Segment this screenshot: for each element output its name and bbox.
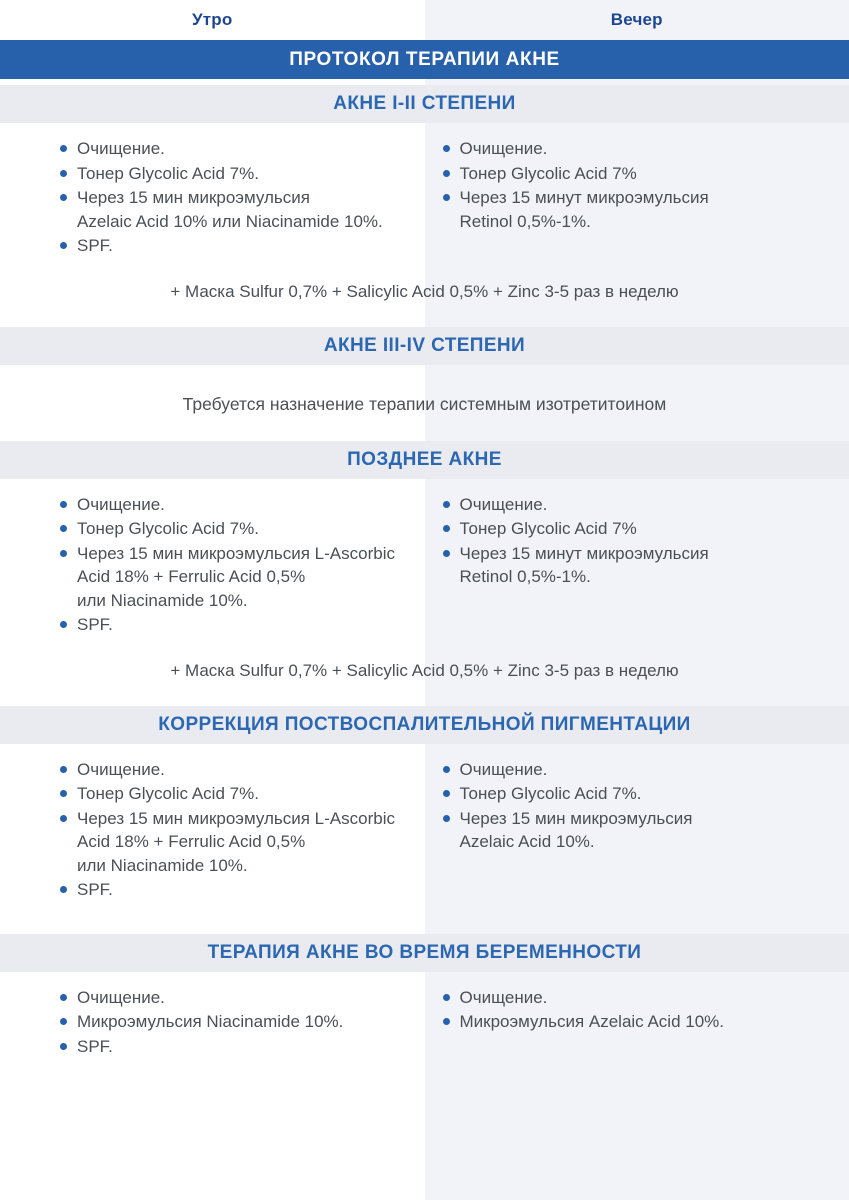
- list-item: Очищение.: [443, 493, 826, 517]
- list-item: SPF.: [60, 1035, 401, 1059]
- section-body: [0, 123, 849, 265]
- protocol-section: [0, 441, 849, 681]
- list-item: Тонер Glycolic Acid 7%: [443, 517, 826, 541]
- sections: [0, 85, 849, 1065]
- regimen-list-morning: [60, 758, 401, 902]
- section-heading: КОРРЕКЦИЯ ПОСТВОСПАЛИТЕЛЬНОЙ ПИГМЕНТАЦИИ: [0, 706, 849, 744]
- column-header-morning: Утро: [192, 10, 233, 29]
- list-item: Тонер Glycolic Acid 7%.: [60, 162, 401, 186]
- list-item: Очищение.: [60, 986, 401, 1010]
- list-item: Очищение.: [60, 137, 401, 161]
- regimen-list-evening: [443, 758, 826, 854]
- protocol-section: [0, 706, 849, 909]
- protocol-section: [0, 85, 849, 302]
- list-item: Микроэмульсия Azelaic Acid 10%.: [443, 1010, 826, 1034]
- list-item: SPF.: [60, 613, 401, 637]
- column-header-evening: Вечер: [610, 10, 663, 29]
- section-heading: АКНЕ III-IV СТЕПЕНИ: [0, 327, 849, 365]
- morning-column: [0, 123, 425, 265]
- regimen-list-evening: [443, 137, 826, 233]
- list-item: Через 15 мин микроэмульсия L-Ascorbic Acid 18% + Ferrulic Acid 0,5% или Niacinamide 10%.: [60, 807, 401, 878]
- evening-column: [425, 972, 849, 1066]
- morning-column: [0, 744, 425, 909]
- list-item: Через 15 мин микроэмульсия L-Ascorbic Acid 18% + Ferrulic Acid 0,5% или Niacinamide 10%.: [60, 542, 401, 613]
- list-item: SPF.: [60, 878, 401, 902]
- regimen-list-morning: [60, 493, 401, 637]
- evening-column: [425, 123, 849, 265]
- list-item: Очищение.: [443, 758, 826, 782]
- list-item: Тонер Glycolic Acid 7%.: [60, 517, 401, 541]
- list-item: Через 15 минут микроэмульсия Retinol 0,5%-1%.: [443, 186, 826, 233]
- time-of-day-header-row: [0, 0, 849, 40]
- evening-column: [425, 744, 849, 909]
- section-full-width-text: Требуется назначение терапии системным изотретитоином: [182, 393, 667, 414]
- section-body: [0, 972, 849, 1066]
- list-item: Тонер Glycolic Acid 7%: [443, 162, 826, 186]
- list-item: Очищение.: [443, 986, 826, 1010]
- section-body: [0, 744, 849, 909]
- page-title: ПРОТОКОЛ ТЕРАПИИ АКНЕ: [0, 40, 849, 79]
- morning-column: [0, 972, 425, 1066]
- list-item: Через 15 мин микроэмульсия Azelaic Acid 10%.: [443, 807, 826, 854]
- list-item: Очищение.: [60, 758, 401, 782]
- list-item: Через 15 минут микроэмульсия Retinol 0,5%-1%.: [443, 542, 826, 589]
- list-item: Тонер Glycolic Acid 7%.: [60, 782, 401, 806]
- section-heading: ТЕРАПИЯ АКНЕ ВО ВРЕМЯ БЕРЕМЕННОСТИ: [0, 934, 849, 972]
- list-item: Микроэмульсия Niacinamide 10%.: [60, 1010, 401, 1034]
- list-item: Через 15 мин микроэмульсия Azelaic Acid 10% или Niacinamide 10%.: [60, 186, 401, 233]
- regimen-list-morning: [60, 986, 401, 1059]
- list-item: Очищение.: [443, 137, 826, 161]
- regimen-list-evening: [443, 493, 826, 589]
- regimen-list-evening: [443, 986, 826, 1034]
- protocol-section: [0, 327, 849, 415]
- morning-column: [0, 479, 425, 644]
- list-item: Очищение.: [60, 493, 401, 517]
- list-item: SPF.: [60, 234, 401, 258]
- section-heading: АКНЕ I-II СТЕПЕНИ: [0, 85, 849, 123]
- section-heading: ПОЗДНЕЕ АКНЕ: [0, 441, 849, 479]
- weekly-mask-note: + Маска Sulfur 0,7% + Salicylic Acid 0,5% + Zinc 3-5 раз в неделю: [170, 281, 679, 301]
- section-body: [0, 479, 849, 644]
- protocol-section: [0, 934, 849, 1066]
- list-item: Тонер Glycolic Acid 7%.: [443, 782, 826, 806]
- weekly-mask-note: + Маска Sulfur 0,7% + Salicylic Acid 0,5% + Zinc 3-5 раз в неделю: [170, 660, 679, 680]
- regimen-list-morning: [60, 137, 401, 258]
- evening-column: [425, 479, 849, 644]
